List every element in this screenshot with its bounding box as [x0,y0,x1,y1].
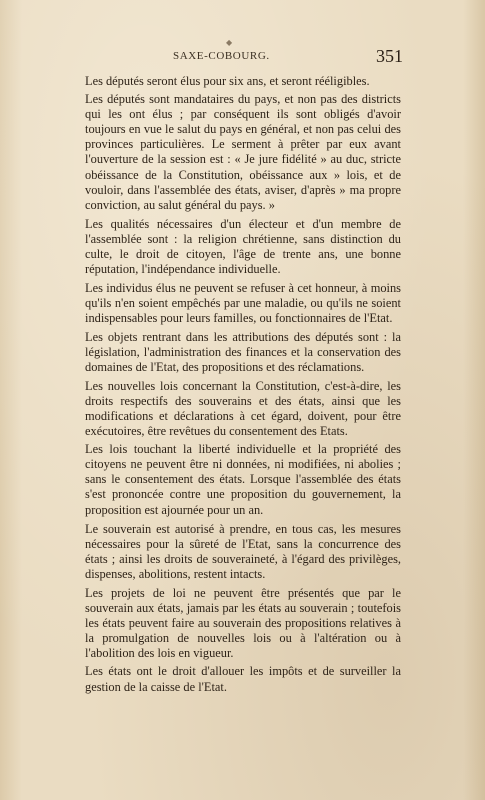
paragraph-deputies-mandate-oath: Les députés sont mandataires du pays, et non pas des districts qui les ont élus ; par conséquent ils sont obligés d'avoir toujours en vue le salut du pays en général, et non pas celui des provinces particulières. Le serment à prêter par eux avant l'ouverture de la session est : « Je jure fidélité » au duc, stricte obéissance de la Constitution, obéissance aux » lois, et de vouloir, dans l'assemblée des états, aviser, d'après » ma propre conviction, au salut général du pays. » [85,92,401,212]
body-text [85,74,401,698]
paragraph-sovereign-measures: Le souverain est autorisé à prendre, en tous cas, les mesures nécessaires pour la sûreté de l'Etat, sans la concurrence des états ; ainsi les droits de souveraineté, à l'égard des privilèges, dispenses, abolitions, restent intacts. [85,521,401,581]
page-ornament: ◆ [226,38,233,47]
paragraph-individual-liberty-laws: Les lois touchant la liberté individuelle et la propriété des citoyens ne peuvent être ni données, ni modifiées, ni abolies ; sans le consentement des états. Lorsque l'assemblée des états s'est prononcée contre une proposition du gouvernement, la proposition est ajournée pour un an. [85,442,401,517]
running-head-title: SAXE-COBOURG. [173,50,270,62]
paragraph-law-projects: Les projets de loi ne peuvent être présentés que par le souverain aux états, jamais par les états au souverain ; toutefois les états peuvent faire au souverain des propositions relatives à la promulgation de nouvelles lois ou à l'altération ou à l'abolition des lois en vigueur. [85,586,401,661]
paragraph-refusal-of-office: Les individus élus ne peuvent se refuser à cet honneur, à moins qu'ils n'en soient empêchés par une maladie, ou qu'ils ne soient indispensables pour leurs familles, ou fonctionnaires de l'Etat. [85,281,401,326]
paragraph-constitutional-laws: Les nouvelles lois concernant la Constitution, c'est-à-dire, les droits respectifs des souverains et des états, ainsi que les modifications et déclarations à cet égard, doivent, pour être exécutoires, être revêtues du consentement des Etats. [85,378,401,439]
paragraph-deputies-attributions: Les objets rentrant dans les attributions des députés sont : la législation, l'administration des finances et la conservation des domaines de l'Etat, des propositions et des réclamations. [85,329,401,374]
page-number: 351 [376,46,403,66]
paragraph-taxes-treasury: Les états ont le droit d'allouer les impôts et de surveiller la gestion de la caisse de l'Etat. [85,664,401,694]
running-head [0,46,485,70]
paragraph-elector-qualifications: Les qualités nécessaires d'un électeur et d'un membre de l'assemblée sont : la religion chrétienne, sans distinction du culte, le droit de citoyen, l'âge de trente ans, une bonne réputation, l'indépendance individuelle. [85,216,401,277]
paragraph-deputies-term: Les députés seront élus pour six ans, et seront rééligibles. [85,74,370,88]
